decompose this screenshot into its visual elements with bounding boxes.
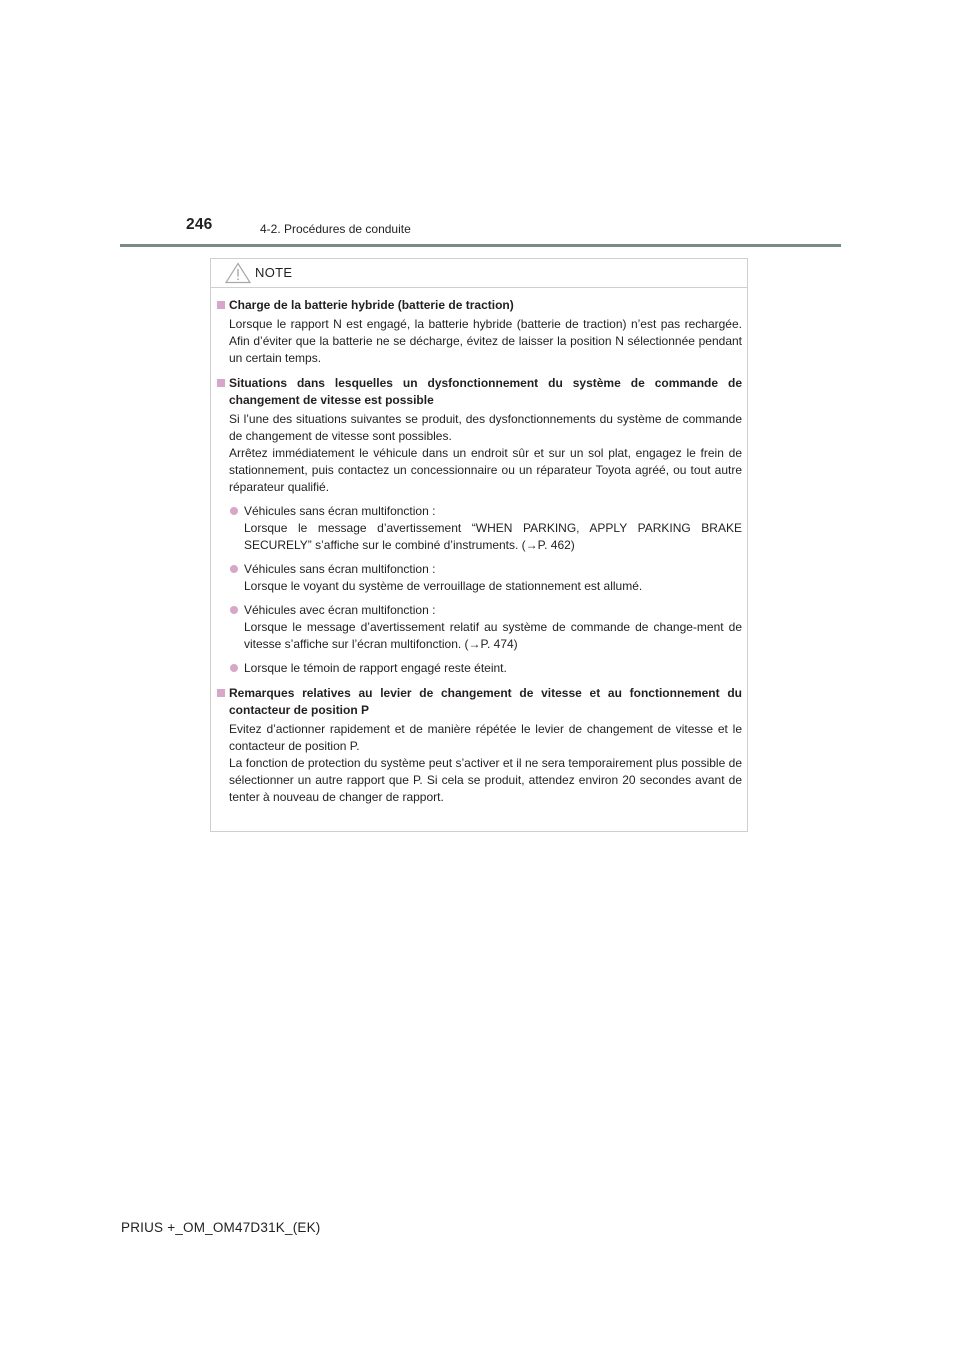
round-bullet-icon: [230, 664, 238, 672]
round-bullet-icon: [230, 606, 238, 614]
note-body: [211, 288, 747, 806]
list-item: Lorsque le témoin de rapport engagé reste éteint.: [229, 660, 742, 677]
document-code: PRIUS +_OM_OM47D31K_(EK): [121, 1220, 321, 1235]
item-text: La fonction de protection du système peut s’activer et il ne sera temporairement plus possible de sélectionner un autre rapport que P. Si cela se produit, attendez environ 20 secondes avant de tenter à nouveau de changer de rapport.: [229, 756, 742, 804]
note-item: [217, 297, 742, 367]
note-box: [210, 258, 748, 832]
square-bullet-icon: [217, 689, 225, 697]
header-rule: [120, 244, 841, 247]
note-item: [217, 685, 742, 806]
square-bullet-icon: [217, 379, 225, 387]
item-text: Si l’une des situations suivantes se produit, des dysfonctionnements du système de commande de changement de vitesse sont possibles.: [229, 412, 742, 443]
page-number: 246: [186, 216, 213, 233]
warning-triangle-icon: [225, 262, 251, 284]
item-title: Charge de la batterie hybride (batterie de traction): [217, 297, 742, 314]
bullet-list: [217, 503, 742, 677]
round-bullet-icon: [230, 507, 238, 515]
list-item: Véhicules avec écran multifonction : Lorsque le message d’avertissement relatif au système de commande de change-ment de vitesse s’affiche sur l’écran multifonction. (→P. 474): [229, 602, 742, 653]
square-bullet-icon: [217, 301, 225, 309]
item-text: Evitez d’actionner rapidement et de manière répétée le levier de changement de vitesse et le contacteur de position P.: [229, 722, 742, 753]
section-title: 4-2. Procédures de conduite: [260, 222, 411, 236]
item-text: Arrêtez immédiatement le véhicule dans un endroit sûr et sur un sol plat, engagez le frein de stationnement, puis contactez un concessionnaire ou un réparateur Toyota agréé, ou tout autre réparateur qualifié.: [229, 446, 742, 494]
list-item: Véhicules sans écran multifonction : Lorsque le message d’avertissement “WHEN PARKING, APPLY PARKING BRAKE SECURELY” s’affiche sur le combiné d’instruments. (→P. 462): [229, 503, 742, 554]
round-bullet-icon: [230, 565, 238, 573]
item-title: Situations dans lesquelles un dysfonctionnement du système de commande de changement de vitesse est possible: [217, 375, 742, 409]
item-title: Remarques relatives au levier de changement de vitesse et au fonctionnement du contacteur de position P: [217, 685, 742, 719]
note-label: NOTE: [255, 265, 293, 280]
note-item: [217, 375, 742, 677]
item-text: Lorsque le rapport N est engagé, la batterie hybride (batterie de traction) n’est pas rechargée. Afin d’éviter que la batterie ne se décharge, évitez de laisser la position N sélectionnée pendant un certain temps.: [229, 317, 742, 365]
note-header: [211, 259, 747, 288]
list-item: Véhicules sans écran multifonction : Lorsque le voyant du système de verrouillage de stationnement est allumé.: [229, 561, 742, 595]
